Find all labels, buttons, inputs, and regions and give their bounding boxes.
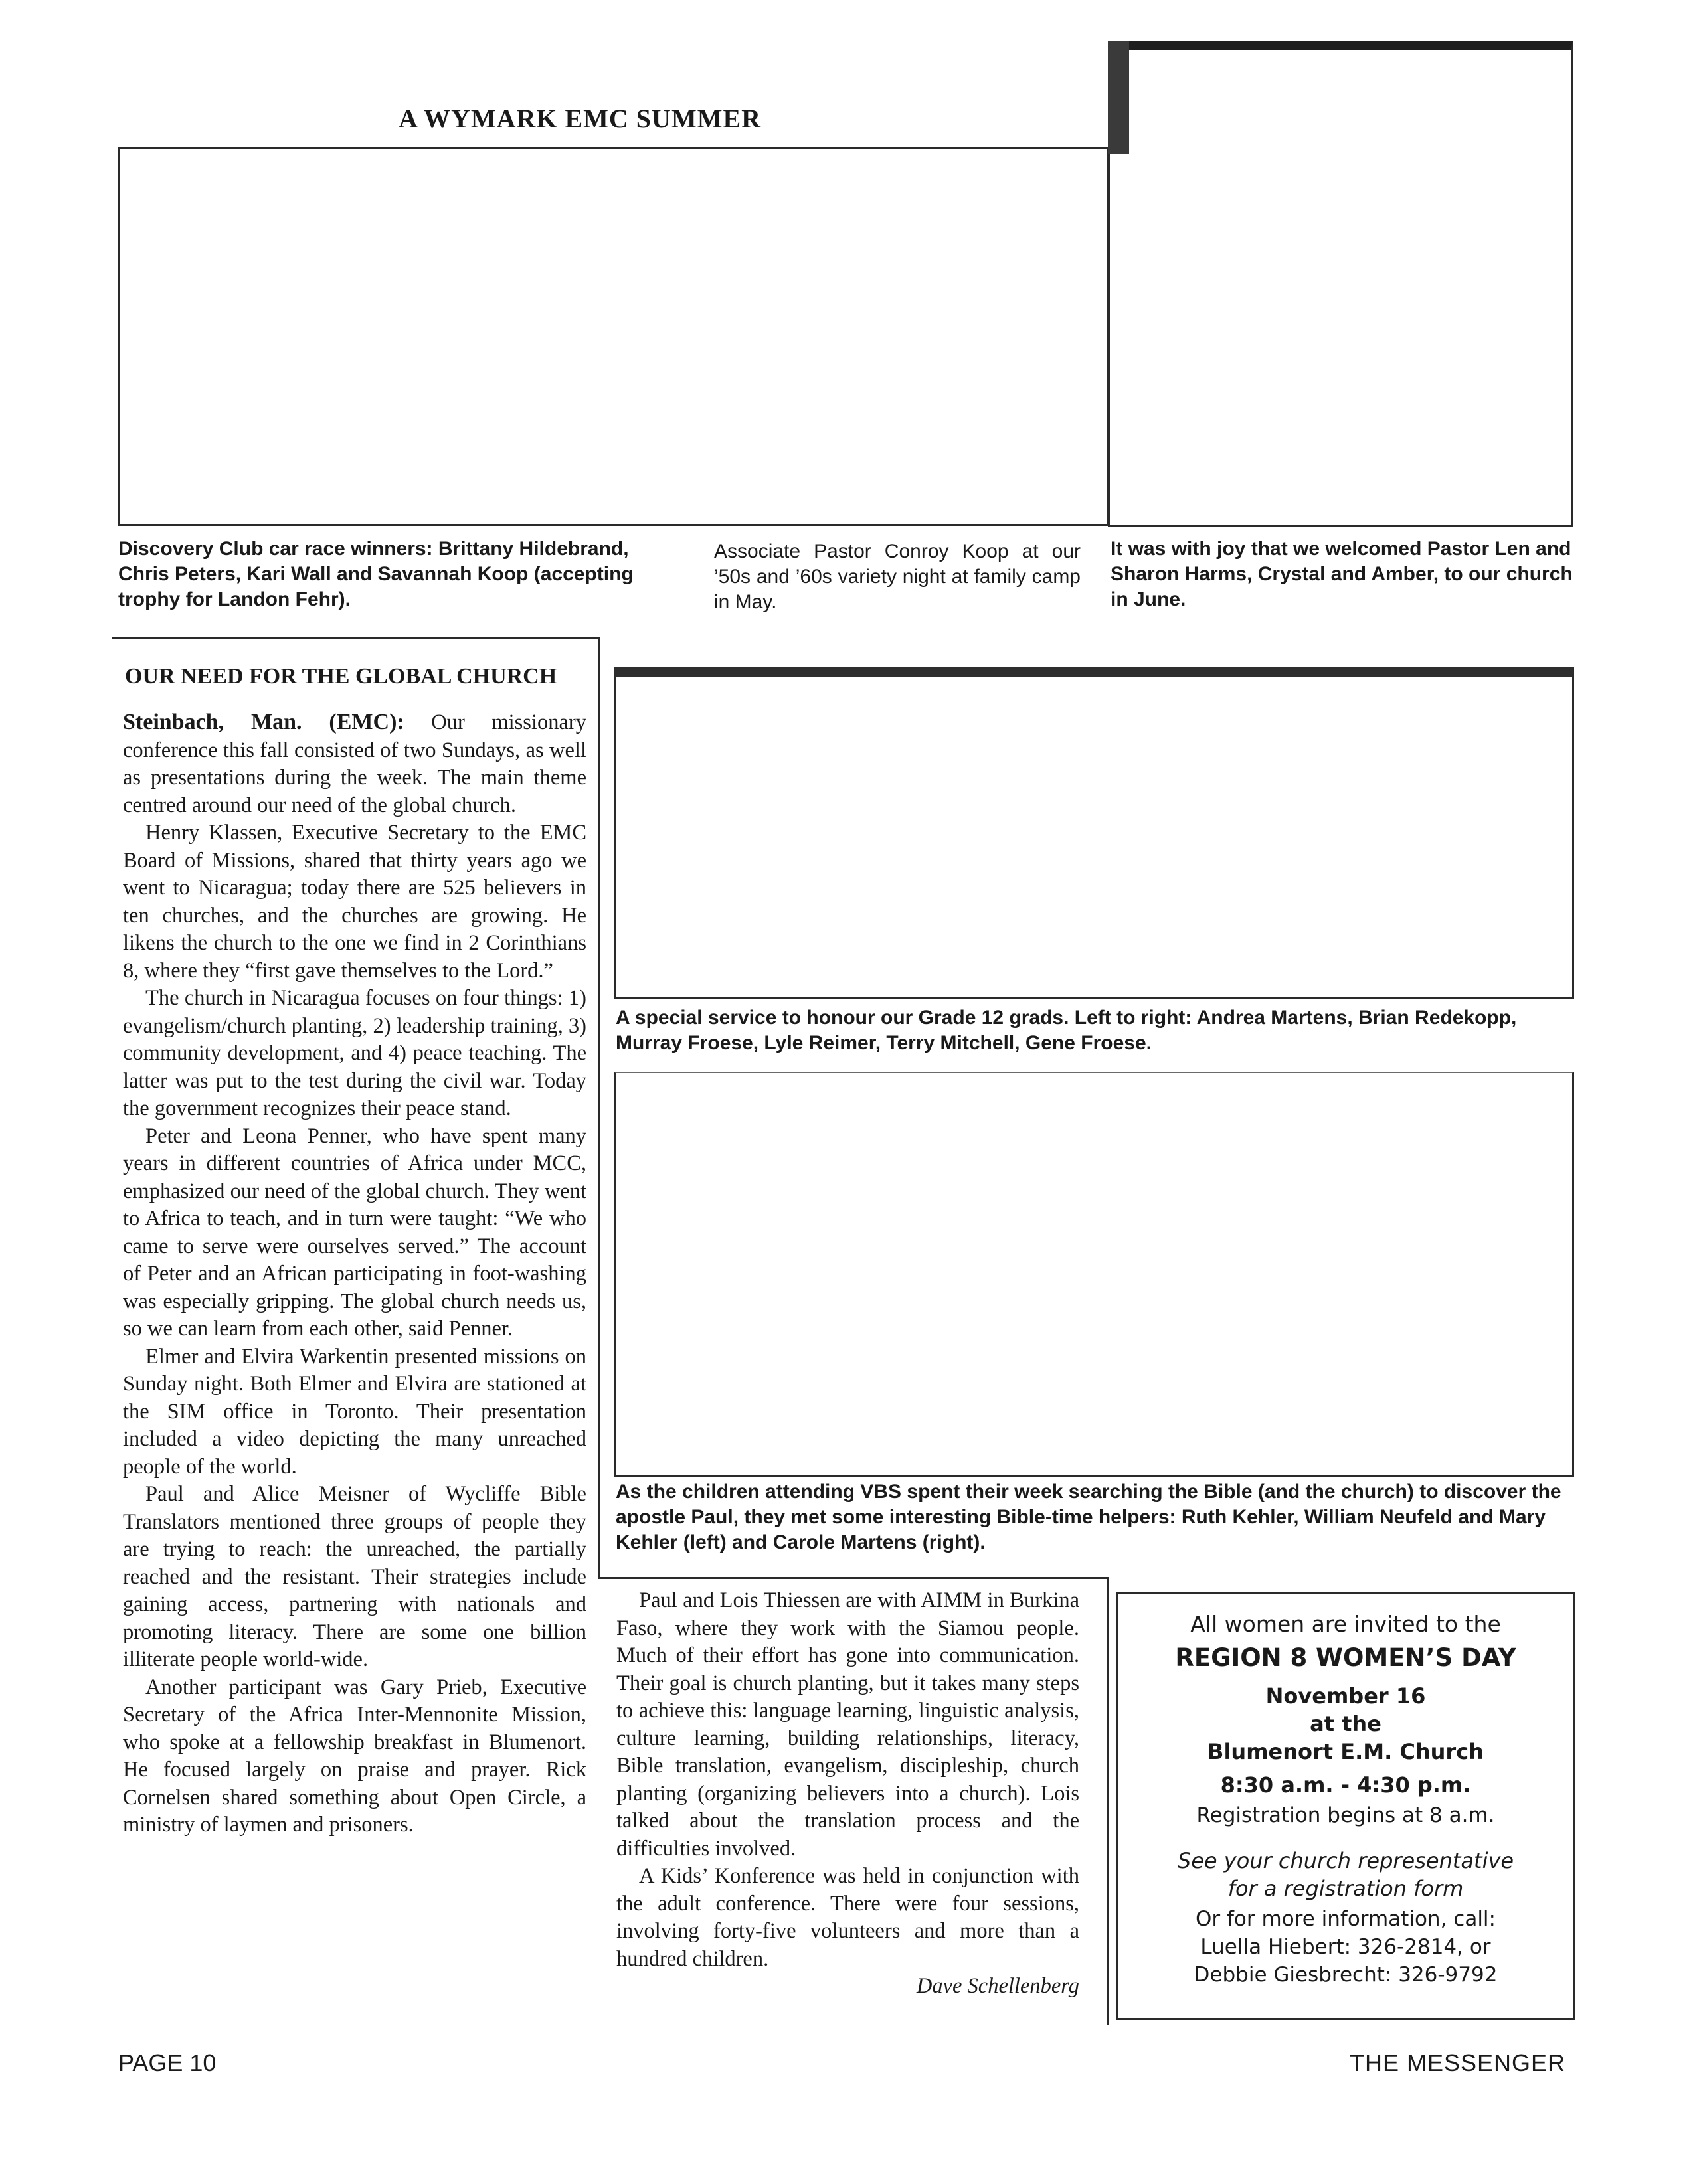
photo-caption-3: It was with joy that we welcomed Pastor Len and Sharon Harms, Crystal and Amber, to our church in June. bbox=[1111, 538, 1573, 610]
article-continued bbox=[616, 1587, 1079, 2001]
ad-date: November 16 bbox=[1265, 1683, 1426, 1709]
article-lead-paragraph bbox=[123, 709, 586, 819]
ad-see-representative: See your church representative bbox=[1177, 1848, 1514, 1873]
article-paragraph: The church in Nicaragua focuses on four things: 1) evangelism/church planting, 2) leadership training, 3) community development, and 4) peace teaching. The latter was put to the test during the civil war. Today the government recognizes their peace stand. bbox=[123, 986, 586, 1120]
article-frame-bottom bbox=[598, 1577, 1109, 1579]
photo-variety-night bbox=[671, 147, 1109, 526]
photo-car-race-winners bbox=[118, 147, 680, 526]
photo-pastor-welcome bbox=[1108, 41, 1573, 527]
photo-caption-5: As the children attending VBS spent their week searching the Bible (and the church) to discover the apostle Paul, they met some interesting Bible-time helpers: Ruth Kehler, William Neufeld and Mary Kehler (left) and Carole Martens (right). bbox=[616, 1481, 1561, 1553]
ad-registration-time: Registration begins at 8 a.m. bbox=[1196, 1804, 1495, 1827]
page-section-title: A WYMARK EMC SUMMER bbox=[399, 104, 762, 133]
photo-caption-1: Discovery Club car race winners: Brittany Hildebrand, Chris Peters, Kari Wall and Savannah Koop (accepting trophy for Landon Fehr). bbox=[118, 538, 634, 610]
page-number: PAGE 10 bbox=[118, 2049, 217, 2076]
photo-vbs-helpers bbox=[614, 1072, 1574, 1477]
article-byline: Dave Schellenberg bbox=[916, 1974, 1079, 1998]
article-paragraph: Paul and Alice Meisner of Wycliffe Bible Translators mentioned three groups of people they are trying to reach: the unreached, the partially reached and the resistant. Their strategies include gaining access, partnering with nationals and promoting literacy. There are some one billion illiterate people world-wide. bbox=[123, 1482, 586, 1671]
article-frame-right bbox=[598, 637, 600, 1579]
photo-dark-edge bbox=[1108, 41, 1129, 154]
ad-invitation: All women are invited to the bbox=[1190, 1611, 1501, 1637]
ad-venue: Blumenort E.M. Church bbox=[1207, 1739, 1484, 1764]
ad-contact-1: Luella Hiebert: 326-2814, or bbox=[1200, 1935, 1491, 1959]
publication-name: THE MESSENGER bbox=[1350, 2049, 1566, 2076]
article-paragraph: Paul and Lois Thiessen are with AIMM in Burkina Faso, where they work with the Siamou people. Much of their effort has gone into communication. Their goal is church planting, but it takes many steps to achieve this: language learning, linguistic analysis, culture learning, building relationships, literacy, Bible translation, evangelism, discipleship, church planting (organizing believers into a church). Lois talked about the translation process and the difficulties involved. bbox=[616, 1588, 1079, 1861]
article-dateline: Steinbach, Man. (EMC): bbox=[123, 710, 404, 734]
article-paragraph: Henry Klassen, Executive Secretary to the EMC Board of Missions, shared that thirty years ago we went to Nicaragua; today there are 525 believers in ten churches, and the churches are growing. He likens the church to the one we find in 2 Corinthians 8, where they “first gave themselves to the Lord.” bbox=[123, 821, 586, 983]
continued-column-right bbox=[1107, 1577, 1109, 2025]
article-paragraph: Elmer and Elvira Warkentin presented missions on Sunday night. Both Elmer and Elvira are stationed at the SIM office in Toronto. Their presentation included a video depicting the many unreached people of the world. bbox=[123, 1344, 586, 1479]
article-paragraph: A Kids’ Konference was held in conjunction with the adult conference. There were four sessions, involving forty-five volunteers and more than a hundred children. bbox=[616, 1864, 1079, 1971]
ad-event-title: REGION 8 WOMEN’S DAY bbox=[1175, 1643, 1516, 1672]
photo-caption-2: Associate Pastor Conroy Koop at our ’50s and ’60s variety night at family camp in May. bbox=[714, 541, 1081, 613]
article-paragraph: Peter and Leona Penner, who have spent many years in different countries of Africa under MCC, emphasized our need of the global church. They went to Africa to teach, and in turn were taught: “We who came to serve were ourselves served.” The account of Peter and an African participating in foot-washing was especially gripping. The global church needs us, so we can learn from each other, said Penner. bbox=[123, 1124, 586, 1341]
ad-at: at the bbox=[1310, 1711, 1381, 1736]
article-paragraph: Another participant was Gary Prieb, Executive Secretary of the Africa Inter-Mennonite Mission, who spoke at a fellowship breakfast in Blumenort. He focused largely on praise and prayer. Rick Cornelsen shared something about Open Circle, a ministry of laymen and prisoners. bbox=[123, 1675, 586, 1837]
ad-time: 8:30 a.m. - 4:30 p.m. bbox=[1220, 1772, 1471, 1798]
ad-registration-form: for a registration form bbox=[1227, 1876, 1464, 1901]
article-body bbox=[123, 709, 586, 1839]
photo-grade12-grads bbox=[614, 667, 1574, 999]
ad-contact-2: Debbie Giesbrecht: 326-9792 bbox=[1194, 1963, 1498, 1987]
womens-day-ad bbox=[1116, 1592, 1575, 2020]
article-lead: Our missionary conference this fall consisted of two Sundays, as well as presentations during the week. The main theme centred around our need of the global church. bbox=[123, 711, 586, 817]
ad-more-info: Or for more information, call: bbox=[1196, 1907, 1496, 1931]
article-frame-top bbox=[112, 637, 600, 639]
photo-caption-4: A special service to honour our Grade 12 grads. Left to right: Andrea Martens, Brian Redekopp, Murray Froese, Lyle Reimer, Terry Mitchell, Gene Froese. bbox=[616, 1007, 1517, 1054]
article-headline: OUR NEED FOR THE GLOBAL CHURCH bbox=[125, 664, 557, 689]
